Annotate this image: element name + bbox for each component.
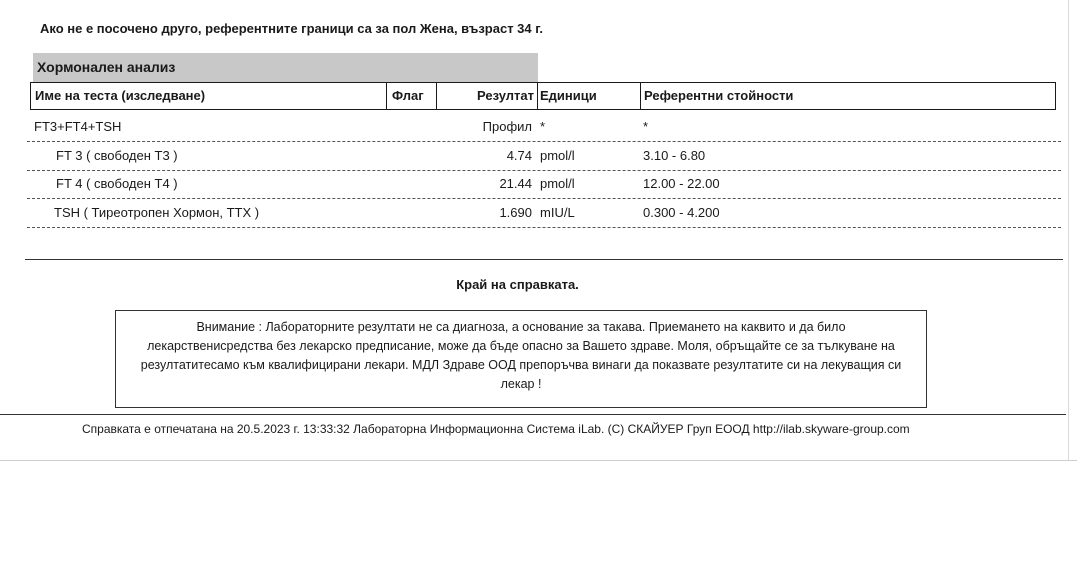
table-row [27, 142, 1061, 171]
test-name: FT 3 ( свободен Т3 ) [56, 148, 178, 163]
table-row [27, 199, 1061, 228]
test-name: TSH ( Тиреотропен Хормон, ТТХ ) [54, 205, 260, 220]
table-header [30, 82, 1056, 110]
page-edge [1068, 0, 1069, 460]
col-header-units: Единици [537, 83, 640, 109]
footer-divider [0, 414, 1066, 415]
test-units: pmol/l [540, 148, 575, 163]
divider [25, 259, 1063, 260]
reference-note: Ако не е посочено друго, референтните граници са за пол Жена, възраст 34 г. [40, 21, 543, 36]
section-title: Хормонален анализ [33, 53, 538, 82]
test-result: 1.690 [499, 205, 532, 220]
test-reference: 3.10 - 6.80 [643, 148, 706, 163]
col-header-name: Име на теста (изследване) [35, 88, 206, 103]
test-units: mIU/L [540, 205, 575, 220]
table-row [27, 170, 1061, 199]
test-reference: 12.00 - 22.00 [643, 176, 720, 191]
print-footer: Справката е отпечатана на 20.5.2023 г. 13:33:32 Лабораторна Информационна Система iLab. (C) СКАЙУЕР Груп ЕООД http://ilab.skyware-group.com [82, 422, 910, 436]
test-name: FT 4 ( свободен Т4 ) [56, 176, 178, 191]
test-reference: 0.300 - 4.200 [643, 205, 720, 220]
test-result: 4.74 [506, 148, 532, 163]
warning-box: Внимание : Лабораторните резултати не са диагноза, а основание за такава. Приемането на каквито и да било лекарственисредства без лекарско предписание, може да бъде опасно за Вашето здраве. Моля, обръщайте се за тълкуване на резултатитесамо към квалифицирани лекари. МДЛ Здраве ООД препоръчва винаги да показвате резултатите си на лекуващия си лекар ! [115, 310, 927, 408]
end-of-report: Край на справката. [456, 277, 579, 292]
test-units: * [540, 119, 546, 134]
table-row [27, 113, 1061, 142]
test-name: FT3+FT4+TSH [34, 119, 122, 134]
col-header-flag: Флаг [386, 83, 436, 109]
test-result: 21.44 [499, 176, 532, 191]
test-result: Профил [482, 119, 532, 134]
col-header-result: Резултат [436, 83, 537, 109]
page-bottom-edge [0, 460, 1077, 461]
test-reference: * [643, 119, 649, 134]
col-header-reference: Референтни стойности [640, 83, 1055, 109]
test-units: pmol/l [540, 176, 575, 191]
